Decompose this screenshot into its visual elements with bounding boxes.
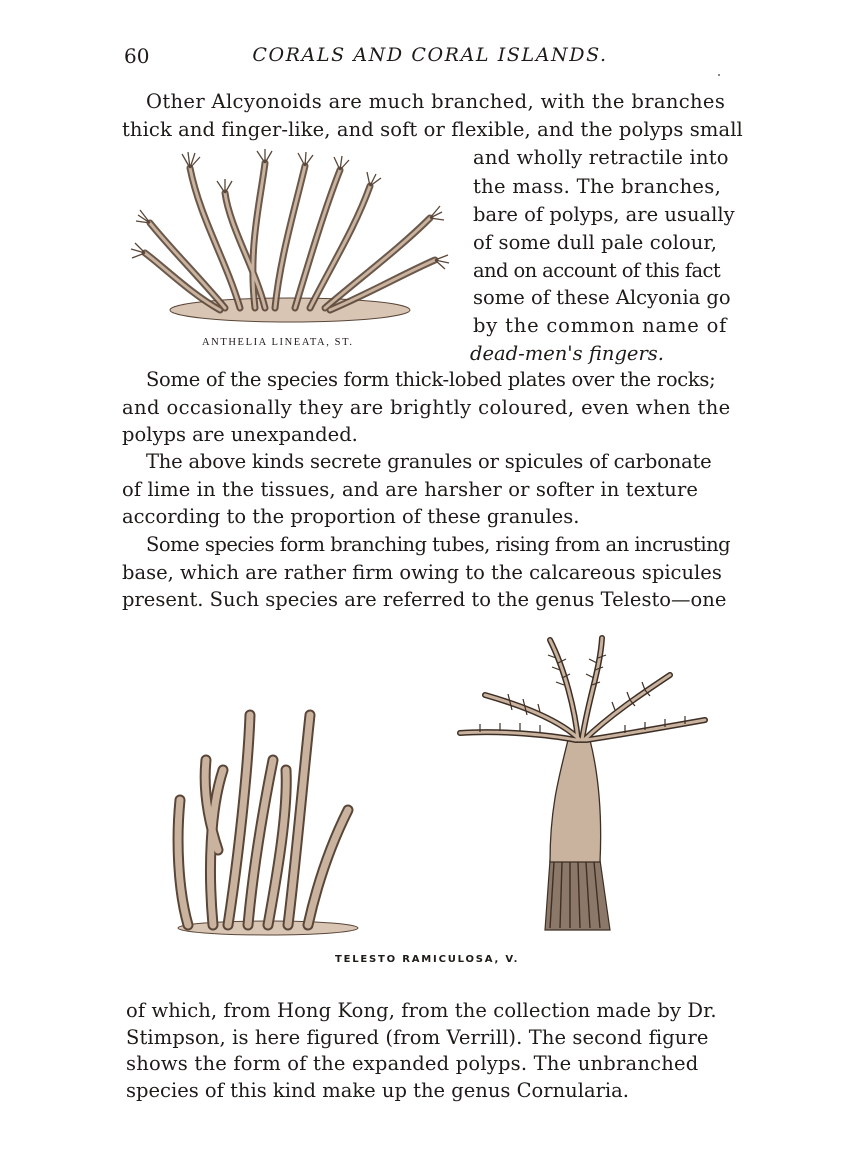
body-line-14: The above kinds secrete granules or spicules of carbonate (146, 450, 712, 473)
speck (718, 74, 720, 76)
anthelia-caption: ANTHELIA LINEATA, ST. (202, 337, 354, 348)
body-line-16: according to the proportion of these granules. (122, 505, 580, 528)
body-line-11: Some of the species form thick-lobed plates over the rocks; (146, 368, 716, 391)
telesto-expanded-polyps-illustration (450, 630, 710, 940)
telesto-caption: TELESTO RAMICULOSA, V. (335, 954, 520, 965)
page-number: 60 (124, 44, 150, 68)
body-line-19: present. Such species are referred to the genus Telesto—one (122, 588, 727, 611)
body-line-18: base, which are rather firm owing to the calcareous spicules (122, 561, 722, 584)
body-line-21: Stimpson, is here figured (from Verrill). The second figure (126, 1026, 709, 1049)
body-line-8: some of these Alcyonia go (473, 286, 731, 309)
body-line-22: shows the form of the expanded polyps. The unbranched (126, 1052, 699, 1075)
body-line-3: and wholly retractile into (473, 146, 729, 169)
body-line-20: of which, from Hong Kong, from the collection made by Dr. (126, 999, 717, 1022)
body-line-2: thick and finger-like, and soft or flexible, and the polyps small (122, 118, 743, 141)
body-line-7: and on account of this fact (473, 259, 721, 282)
body-line-1: Other Alcyonoids are much branched, with the branches (146, 90, 726, 113)
body-line-12: and occasionally they are brightly coloured, even when the (122, 396, 731, 419)
body-line-15: of lime in the tissues, and are harsher or softer in texture (122, 478, 699, 501)
body-line-13: polyps are unexpanded. (122, 423, 358, 446)
body-line-17: Some species form branching tubes, rising from an incrusting (146, 533, 731, 556)
body-line-6: of some dull pale colour, (473, 231, 718, 254)
body-line-4: the mass. The branches, (473, 175, 722, 198)
telesto-branching-illustration (168, 700, 368, 940)
anthelia-illustration (130, 148, 450, 333)
body-line-10: dead-men's fingers. (470, 342, 664, 365)
body-line-23: species of this kind make up the genus Cornularia. (126, 1079, 629, 1102)
running-title: CORALS AND CORAL ISLANDS. (252, 44, 608, 66)
body-line-5: bare of polyps, are usually (473, 203, 735, 226)
body-line-9: by the common name of (473, 314, 728, 337)
